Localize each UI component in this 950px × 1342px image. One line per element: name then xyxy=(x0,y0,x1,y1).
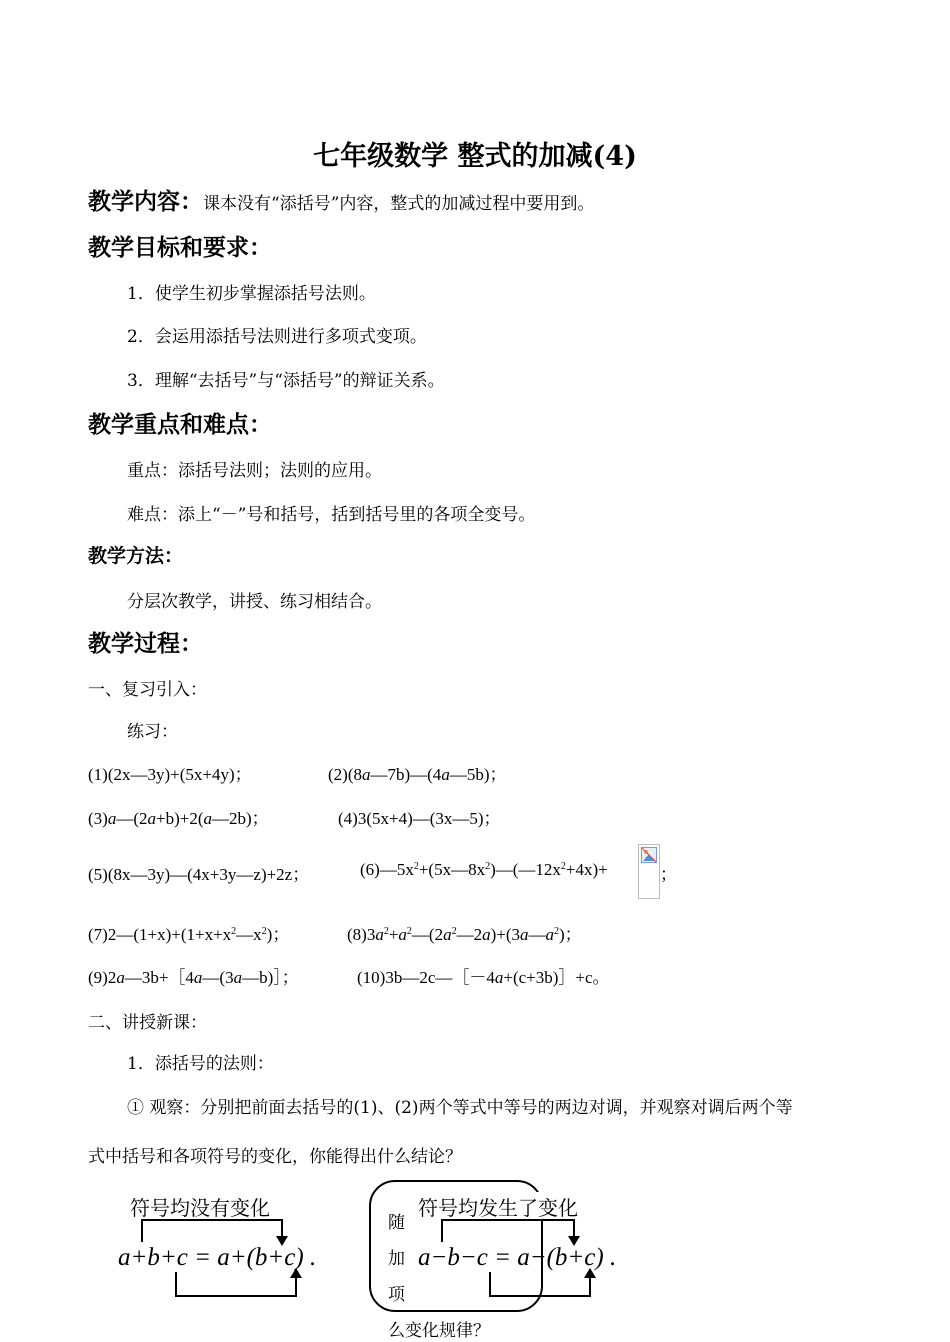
broken-image-placeholder xyxy=(638,844,660,899)
right-equation: a−b−c = a−(b+c) . xyxy=(418,1244,617,1271)
keypoint-text: 重点：添括号法则；法则的应用。 xyxy=(127,461,382,481)
exercise-2: (2)(8a—7b)—(4a—5b)； xyxy=(328,765,507,784)
difficulty-text: 难点：添上“－”号和括号，括到括号里的各项全变号。 xyxy=(127,505,536,525)
callout-char-2: 加 xyxy=(388,1249,405,1269)
exercise-3: (3)a—(2a+b)+2(a—2b)； xyxy=(88,809,269,828)
new-lesson-heading: 二、讲授新课： xyxy=(88,1013,207,1033)
rule-title: 1．添括号的法则： xyxy=(127,1054,274,1074)
exercise-6-end: ； xyxy=(660,865,677,884)
image-icon xyxy=(641,847,657,863)
exercise-9: (9)2a—3b+［4a—(3a—b)］； xyxy=(88,968,299,987)
practice-label: 练习： xyxy=(127,722,178,742)
exercise-5: (5)(8x—3y)—(4x+3y—z)+2z； xyxy=(88,865,310,884)
keypoints-heading: 教学重点和难点： xyxy=(88,411,272,438)
method-heading: 教学方法： xyxy=(88,545,184,567)
exercise-8: $(8)3a^2+a^2—(2a^2—2a)+(3a—a^2)$； xyxy=(347,925,582,944)
content-label: 教学内容： xyxy=(88,188,203,215)
right-figure-label: 符号均发生了变化 xyxy=(418,1192,578,1221)
content-row xyxy=(88,183,594,216)
exercise-1: (1)(2x—3y)+(5x+4y)； xyxy=(88,765,252,784)
goal-item-2: 2．会运用添括号法则进行多项式变项。 xyxy=(127,327,427,347)
exercise-4: (4)3(5x+4)—(3x—5)； xyxy=(338,809,501,828)
exercise-6: $(6)—5x^2+(5x—8x^2)—(—12x^2+4x)+$ xyxy=(360,860,608,879)
exercise-10: (10)3b—2c—［－4a+(c+3b)］+c。 xyxy=(357,968,610,987)
left-equation: a+b+c = a+(b+c) . xyxy=(118,1244,317,1271)
exercise-7: $(7)2—(1+x)+(1+x+x^2—x^2)$； xyxy=(88,925,290,944)
process-heading: 教学过程： xyxy=(88,630,203,657)
goal-item-1: 1．使学生初步掌握添括号法则。 xyxy=(127,284,376,304)
goal-item-3: 3．理解“去括号”与“添括号”的辩证关系。 xyxy=(127,371,445,391)
observe-line-1: ① 观察：分别把前面去括号的(1)、(2)两个等式中等号的两边对调，并观察对调后两个等 xyxy=(127,1098,793,1118)
method-text: 分层次教学，讲授、练习相结合。 xyxy=(127,592,382,612)
goals-heading: 教学目标和要求： xyxy=(88,234,272,261)
page-title: 七年级数学 整式的加减(4) xyxy=(313,141,637,172)
callout-char-3: 项 xyxy=(388,1285,405,1305)
callout-char-1: 随 xyxy=(388,1213,405,1233)
bottom-question-text: 么变化规律？ xyxy=(388,1321,490,1341)
review-heading: 一、复习引入： xyxy=(88,680,207,700)
content-text: 课本没有“添括号”内容，整式的加减过程中要用到。 xyxy=(203,194,595,214)
left-figure-label: 符号均没有变化 xyxy=(130,1196,270,1220)
observe-line-2: 式中括号和各项符号的变化，你能得出什么结论？ xyxy=(88,1147,462,1167)
